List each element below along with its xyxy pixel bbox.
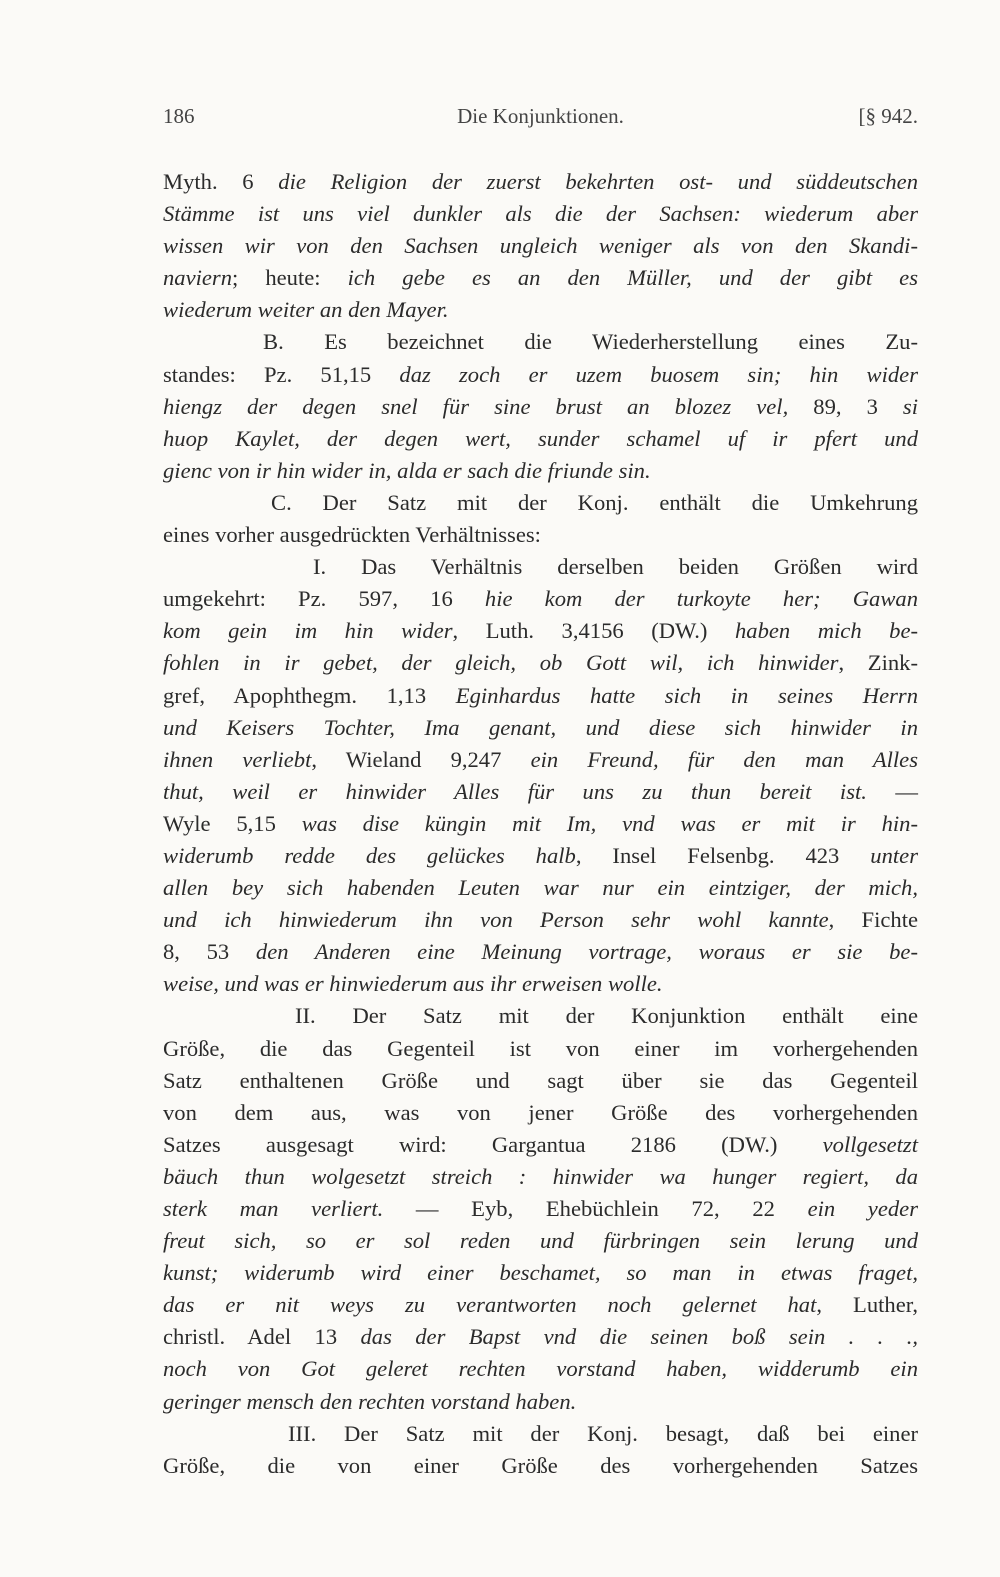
text-line: und Keisers Tochter, Ima genant, und diese sich hinwider in <box>163 714 918 740</box>
text-line: noch von Got geleret rechten vorstand haben, widderumb ein <box>163 1356 918 1382</box>
page-number: 186 <box>163 104 195 128</box>
text-line: umgekehrt: Pz. 597, 16 hie kom der turkoyte her; Gawan <box>163 586 918 612</box>
text-line: standes: Pz. 51,15 daz zoch er uzem buosem sin; hin wider <box>163 361 918 387</box>
text-line: thut, weil er hinwider Alles für uns zu thun bereit ist. — <box>163 778 918 804</box>
text-line: naviern; heute: ich gebe es an den Müller, und der gibt es <box>163 265 918 291</box>
text-line: wissen wir von den Sachsen ungleich weniger als von den Skandi- <box>163 233 918 259</box>
text-line: und ich hinwiederum ihn von Person sehr wohl kannte, Fichte <box>163 907 918 933</box>
text-line: das er nit weys zu verantworten noch gelernet hat, Luther, <box>163 1292 918 1318</box>
body-text <box>163 166 918 1482</box>
text-line: widerumb redde des gelückes halb, Insel Felsenbg. 423 unter <box>163 842 918 868</box>
text-line: Satzes ausgesagt wird: Gargantua 2186 (DW.) vollgesetzt <box>163 1131 918 1157</box>
text-line: sterk man verliert. — Eyb, Ehebüchlein 72, 22 ein yeder <box>163 1196 918 1221</box>
text-line: christl. Adel 13 das der Bapst vnd die seinen boß sein . . ., <box>163 1324 918 1350</box>
text-line: fohlen in ir gebet, der gleich, ob Gott wil, ich hinwider, Zink- <box>163 650 918 676</box>
text-line: huop Kaylet, der degen wert, sunder schamel uf ir pfert und <box>163 425 918 451</box>
text-line: bäuch thun wolgesetzt streich : hinwider wa hunger regiert, da <box>163 1163 918 1189</box>
text-line: kom gein im hin wider, Luth. 3,4156 (DW.) haben mich be- <box>163 618 918 644</box>
text-line: gref, Apophthegm. 1,13 Eginhardus hatte sich in seines Herrn <box>163 682 918 708</box>
text-line: 8, 53 den Anderen eine Meinung vortrage, woraus er sie be- <box>163 939 918 965</box>
text-line: B. Es bezeichnet die Wiederherstellung eines Zu- <box>263 329 918 355</box>
text-line: II. Der Satz mit der Konjunktion enthält eine <box>295 1003 918 1029</box>
text-line: gienc von ir hin wider in, alda er sach die friunde sin. <box>163 457 651 483</box>
text-line: III. Der Satz mit der Konj. besagt, daß bei einer <box>288 1420 918 1446</box>
page-header <box>163 104 918 134</box>
text-line: Größe, die das Gegenteil ist von einer im vorhergehenden <box>163 1035 918 1061</box>
text-line: eines vorher ausgedrückten Verhältnisses: <box>163 522 541 548</box>
text-line: Satz enthaltenen Größe und sagt über sie das Gegenteil <box>163 1067 918 1093</box>
text-line: Wyle 5,15 was dise küngin mit Im, vnd was er mit ir hin- <box>163 810 918 836</box>
section-reference: [§ 942. <box>858 104 918 128</box>
text-line: Größe, die von einer Größe des vorhergehenden Satzes <box>163 1452 918 1478</box>
text-line: freut sich, so er sol reden und fürbringen sein lerung und <box>163 1228 918 1254</box>
text-line: wiederum weiter an den Mayer. <box>163 297 449 323</box>
text-line: I. Das Verhältnis derselben beiden Größen wird <box>313 554 918 580</box>
text-line: von dem aus, was von jener Größe des vorhergehenden <box>163 1099 918 1125</box>
text-line: Myth. 6 die Religion der zuerst bekehrten ost- und süddeutschen <box>163 169 918 194</box>
text-line: allen bey sich habenden Leuten war nur ein eintziger, der mich, <box>163 875 918 901</box>
text-line: ihnen verliebt, Wieland 9,247 ein Freund, für den man Alles <box>163 746 918 772</box>
text-line: weise, und was er hinwiederum aus ihr erweisen wolle. <box>163 971 663 997</box>
text-line: geringer mensch den rechten vorstand haben. <box>163 1388 577 1414</box>
text-line: kunst; widerumb wird einer beschamet, so man in etwas fraget, <box>163 1260 918 1286</box>
text-line: C. Der Satz mit der Konj. enthält die Umkehrung <box>271 489 918 515</box>
text-line: hiengz der degen snel für sine brust an blozez vel, 89, 3 si <box>163 393 918 419</box>
running-title: Die Konjunktionen. <box>457 104 624 128</box>
text-line: Stämme ist uns viel dunkler als die der Sachsen: wiederum aber <box>163 201 918 227</box>
